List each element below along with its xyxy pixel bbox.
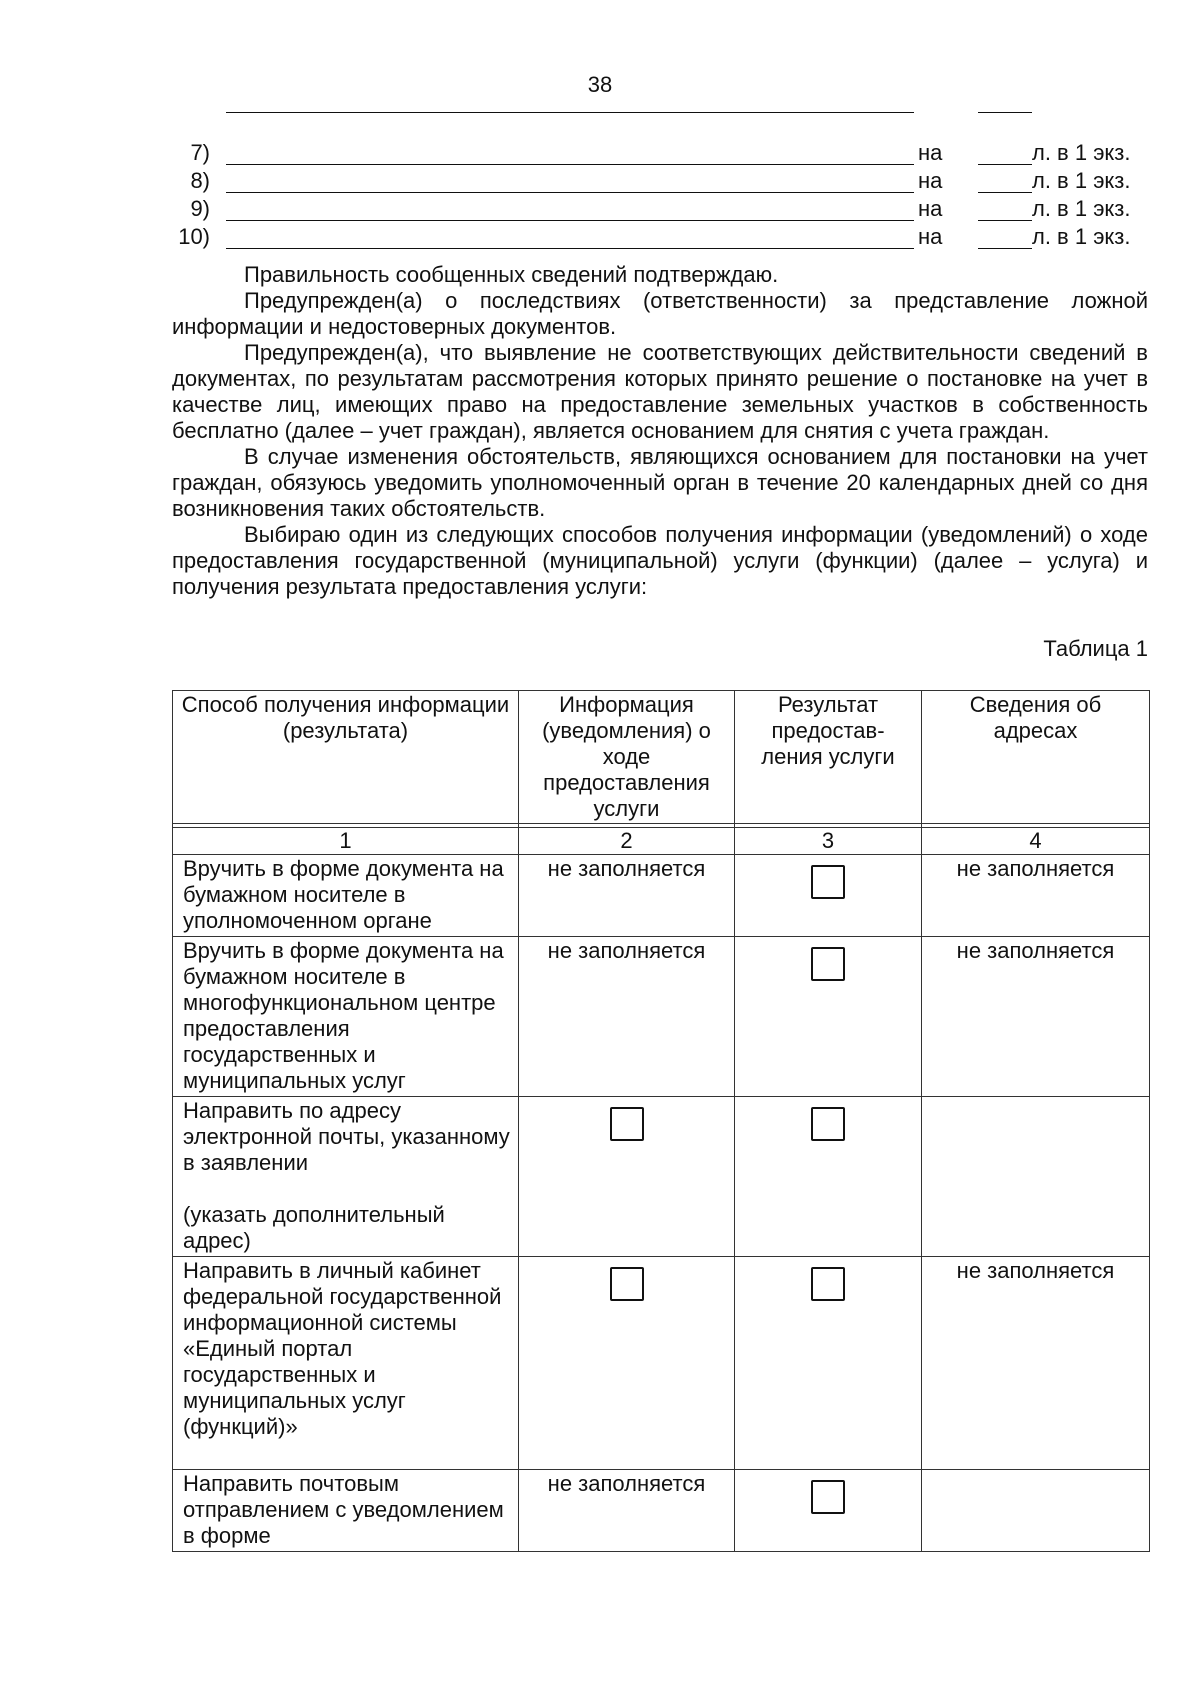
result-cell [735, 855, 922, 937]
header-addresses: Сведения об адресах [922, 691, 1150, 824]
table-header-row [173, 691, 1150, 824]
header-notifications: Информация (уведомления) о ходе предоставления услуги [519, 691, 735, 824]
attachment-row-blank [170, 110, 1160, 138]
table-row [173, 855, 1150, 937]
attachments-list [170, 110, 1160, 250]
address-cell[interactable] [922, 1470, 1150, 1552]
confirmation-paragraph: Правильность сообщенных сведений подтверждаю. [244, 262, 779, 287]
page-number: 38 [587, 72, 613, 97]
result-checkbox[interactable] [811, 1107, 845, 1141]
table-row [173, 1470, 1150, 1552]
attachment-row [170, 138, 1160, 166]
liability-warning-paragraph: Предупрежден(а) о последствиях (ответственности) за представление ложной информации и недостоверных документов. [172, 288, 1148, 339]
method-choice-paragraph: Выбираю один из следующих способов получения информации (уведомлений) о ходе предоставления государственной (муниципальной) услуги (функции) (далее – услуга) и получения результата предоставления услуги: [172, 522, 1148, 599]
table-row [173, 1257, 1150, 1470]
sheets-label: л. в 1 экз. [1032, 168, 1131, 193]
result-cell [735, 937, 922, 1097]
not-filled-cell: не заполняется [922, 937, 1150, 1097]
not-filled-cell: не заполняется [519, 937, 735, 1097]
attachment-count-line[interactable] [978, 220, 1032, 221]
additional-address-note: (указать дополнительный адрес) [183, 1202, 445, 1253]
not-filled-cell: не заполняется [519, 1470, 735, 1552]
column-number: 3 [735, 828, 922, 855]
attachment-row [170, 222, 1160, 250]
result-cell [735, 1470, 922, 1552]
delivery-methods-table [172, 690, 1150, 1552]
sheets-label: л. в 1 экз. [1032, 140, 1131, 165]
notifications-cell [519, 1097, 735, 1257]
attachment-name-line[interactable] [226, 192, 914, 193]
attachment-count-line[interactable] [978, 248, 1032, 249]
attachment-name-line[interactable] [226, 164, 914, 165]
attachment-number: 8) [190, 168, 210, 193]
deregistration-warning-paragraph: Предупрежден(а), что выявление не соответствующих действительности сведений в документах, по результатам рассмотрения которых принято решение о постановке на учет в качестве лиц, имеющих право на предоставление земельных участков в собственность бесплатно (далее – учет граждан), является основанием для снятия с учета граждан. [172, 340, 1148, 443]
on-label: на [918, 224, 943, 249]
table-row [173, 937, 1150, 1097]
on-label: на [918, 140, 943, 165]
column-number: 4 [922, 828, 1150, 855]
attachment-number: 7) [190, 140, 210, 165]
sheets-label: л. в 1 экз. [1032, 196, 1131, 221]
method-cell: Вручить в форме документа на бумажном носителе в многофункциональном центре предоставления государственных и муниципальных услуг [173, 937, 519, 1097]
not-filled-cell: не заполняется [922, 1257, 1150, 1470]
method-text: Направить по адресу электронной почты, указанному в заявлении [183, 1098, 510, 1175]
attachment-name-line[interactable] [226, 248, 914, 249]
table-row [173, 1097, 1150, 1257]
attachment-row [170, 194, 1160, 222]
not-filled-cell: не заполняется [922, 855, 1150, 937]
column-number-row [173, 828, 1150, 855]
header-method: Способ получения информации (результата) [173, 691, 519, 824]
notifications-checkbox[interactable] [610, 1267, 644, 1301]
not-filled-cell: не заполняется [519, 855, 735, 937]
method-cell: Направить почтовым отправлением с уведомлением в форме [173, 1470, 519, 1552]
attachment-count-line[interactable] [978, 112, 1032, 113]
header-result: Результат предостав-ления услуги [735, 691, 922, 824]
sheets-label: л. в 1 экз. [1032, 224, 1131, 249]
result-cell [735, 1257, 922, 1470]
table-label: Таблица 1 [1043, 636, 1148, 661]
attachment-number: 10) [178, 224, 210, 249]
result-checkbox[interactable] [811, 1267, 845, 1301]
method-cell [173, 1097, 519, 1257]
result-cell [735, 1097, 922, 1257]
on-label: на [918, 168, 943, 193]
address-cell[interactable] [922, 1097, 1150, 1257]
on-label: на [918, 196, 943, 221]
result-checkbox[interactable] [811, 1480, 845, 1514]
notifications-checkbox[interactable] [610, 1107, 644, 1141]
notifications-cell [519, 1257, 735, 1470]
attachment-count-line[interactable] [978, 164, 1032, 165]
attachment-name-line[interactable] [226, 112, 914, 113]
attachment-row [170, 166, 1160, 194]
column-number: 2 [519, 828, 735, 855]
attachment-count-line[interactable] [978, 192, 1032, 193]
change-notice-paragraph: В случае изменения обстоятельств, являющихся основанием для постановки на учет граждан, обязуюсь уведомить уполномоченный орган в течение 20 календарных дней со дня возникновения таких обстоятельств. [172, 444, 1148, 521]
method-cell: Направить в личный кабинет федеральной государственной информационной системы «Единый портал государственных и муниципальных услуг (функций)» [173, 1257, 519, 1470]
attachment-number: 9) [190, 196, 210, 221]
result-checkbox[interactable] [811, 947, 845, 981]
result-checkbox[interactable] [811, 865, 845, 899]
column-number: 1 [173, 828, 519, 855]
attachment-name-line[interactable] [226, 220, 914, 221]
declaration-text [172, 262, 1148, 600]
method-cell: Вручить в форме документа на бумажном носителе в уполномоченном органе [173, 855, 519, 937]
